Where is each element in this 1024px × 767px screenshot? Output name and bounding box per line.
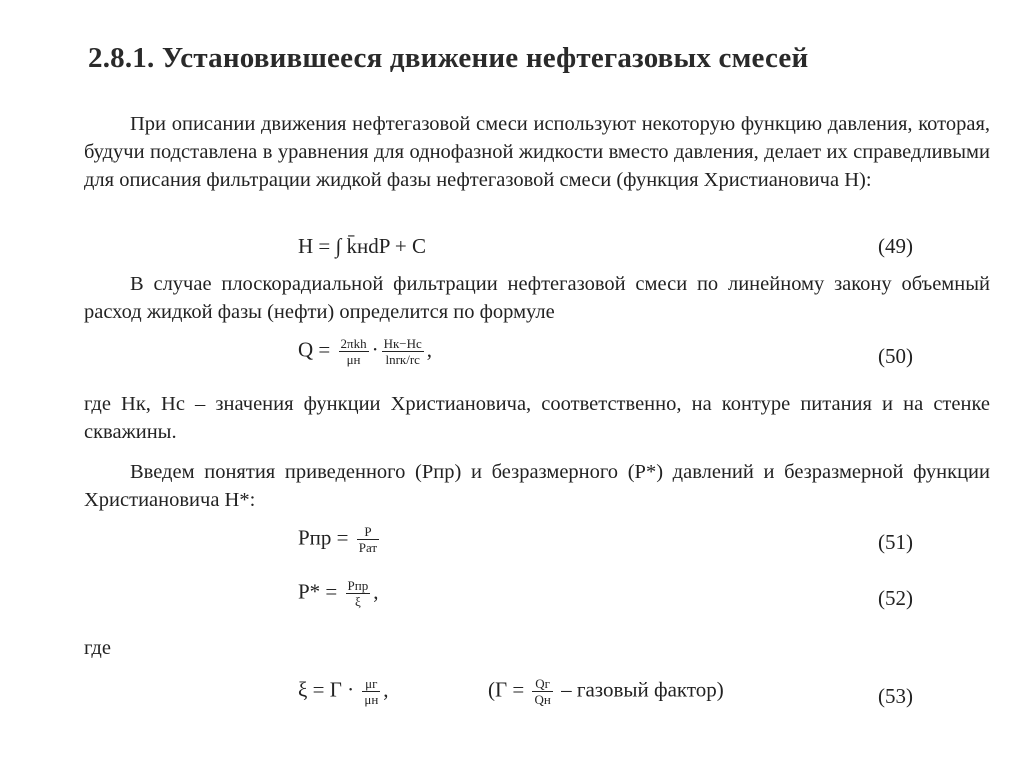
- fraction-numerator: Hк−Hс: [383, 336, 422, 351]
- paragraph-3-text: где Hк, Hс – значения функции Христиановича, соответственно, на контуре питания и на стенке скважины.: [84, 393, 990, 443]
- fraction-numerator: Qг: [532, 676, 552, 692]
- equation-52-lhs: P* =: [298, 579, 338, 604]
- paragraph-4-text: Введем понятия приведенного (Pпр) и безразмерного (P*) давлений и безразмерной функции Христиановича H*:: [84, 461, 990, 511]
- fraction-denominator: μн: [364, 692, 379, 707]
- fraction-h-diff-over-ln: [382, 336, 424, 367]
- fraction-numerator: μг: [362, 676, 380, 692]
- equation-49: H = ∫ k̄нdP + C: [298, 234, 426, 258]
- equation-51: [298, 524, 382, 555]
- fraction-mug-over-mun: [362, 676, 380, 707]
- equation-50-number: (50): [878, 344, 913, 368]
- fraction-2pikh-over-mu: [339, 336, 369, 367]
- equation-51-number: (51): [878, 530, 913, 554]
- paragraph-4: [84, 458, 990, 514]
- fraction-denominator: μн: [346, 352, 361, 367]
- fraction-denominator: ξ: [354, 594, 361, 609]
- fraction-ppr-over-xi: [346, 578, 371, 609]
- equation-52-tail: ,: [373, 579, 379, 604]
- fraction-numerator: P: [357, 524, 379, 540]
- section-title: 2.8.1. Установившееся движение нефтегазовых смесей: [88, 42, 809, 74]
- equation-53-tail: ,: [383, 677, 389, 702]
- equation-53-number: (53): [878, 684, 913, 708]
- equation-50-lhs: Q =: [298, 337, 331, 362]
- equation-53-note: [488, 676, 724, 707]
- fraction-numerator: Pпр: [347, 578, 369, 593]
- equation-49-number: (49): [878, 234, 913, 258]
- paragraph-1-text: При описании движения нефтегазовой смеси используют некоторую функцию давления, которая, будучи подставлена в уравнения для однофазной жидкости вместо давления, делает их справедливыми для описания фильтрации жидкой фазы нефтегазовой смеси (функция Христиановича H):: [84, 113, 990, 191]
- paragraph-5-text: где: [84, 637, 111, 659]
- paragraph-2-text: В случае плоскорадиальной фильтрации нефтегазовой смеси по линейному закону объемный расход жидкой фазы (нефти) определится по формуле: [84, 273, 990, 323]
- note-open: (Г =: [488, 677, 525, 702]
- equation-50: [298, 336, 432, 367]
- fraction-denominator: lnrк/rс: [385, 352, 420, 367]
- multiply-dot: ·: [371, 337, 379, 362]
- equation-51-lhs: Pпр =: [298, 525, 349, 550]
- fraction-denominator: Pат: [358, 540, 378, 555]
- note-text: – газовый фактор): [561, 677, 724, 702]
- equation-52: [298, 578, 378, 609]
- paragraph-2: [84, 270, 990, 326]
- paragraph-3: [84, 390, 990, 446]
- equation-53-lhs: ξ = Г ·: [298, 677, 355, 702]
- fraction-denominator: Qн: [534, 692, 551, 707]
- equation-52-number: (52): [878, 586, 913, 610]
- paragraph-5: [84, 634, 990, 662]
- paragraph-1: [84, 110, 990, 194]
- fraction-numerator: 2πkh: [340, 336, 367, 351]
- fraction-qg-over-qn: [532, 676, 552, 707]
- fraction-p-over-pat: [357, 524, 379, 555]
- equation-50-tail: ,: [426, 337, 433, 362]
- equation-53: [298, 676, 389, 707]
